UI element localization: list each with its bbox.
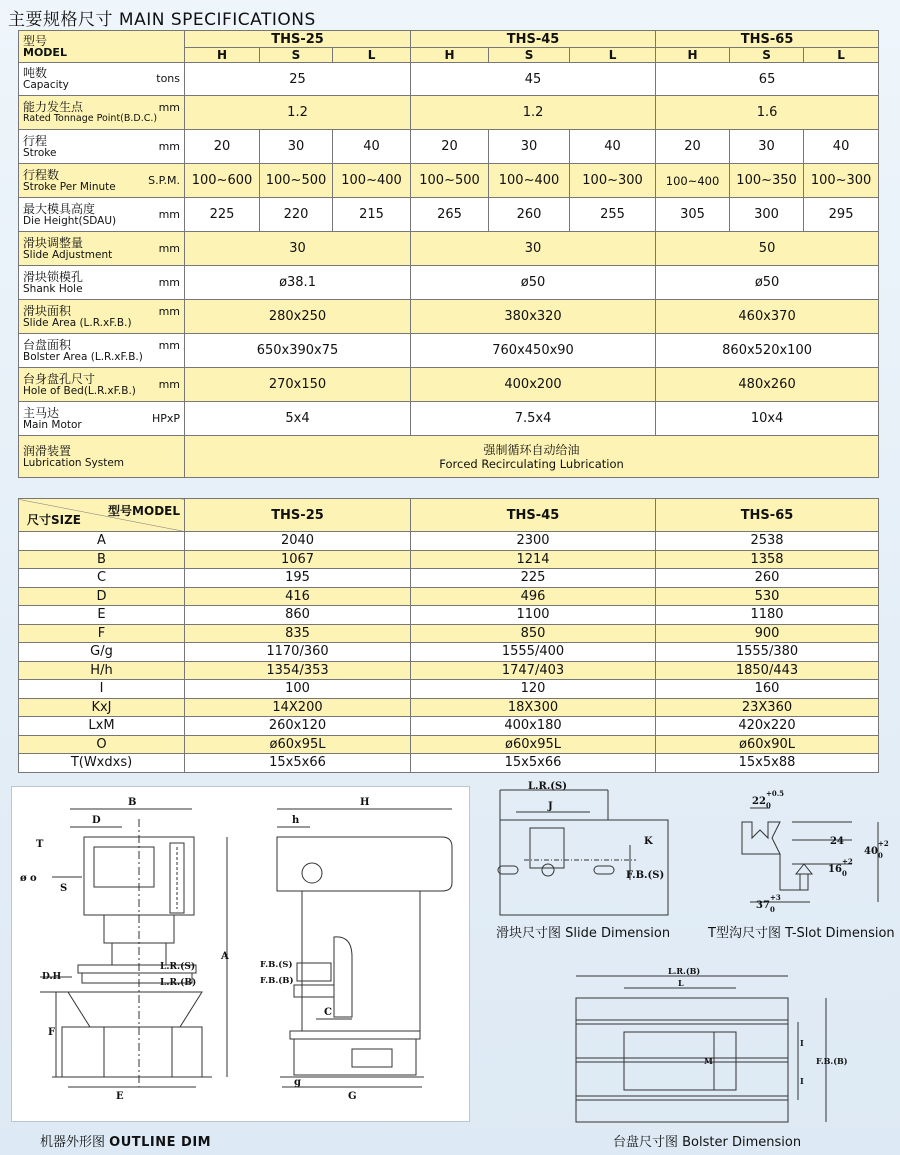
tslot-label: +2	[842, 857, 853, 866]
tslot-label: 16	[828, 864, 842, 875]
dims-value-cell: 1214	[411, 550, 656, 569]
model-header-row	[19, 31, 879, 48]
value-cell: 1.2	[185, 96, 411, 130]
unit: S.P.M.	[148, 173, 180, 187]
value-cell: 20	[656, 130, 730, 164]
dims-row	[19, 569, 879, 588]
dims-row	[19, 532, 879, 551]
unit: mm	[158, 101, 180, 114]
dims-value-cell: 15x5x66	[185, 754, 411, 773]
value-cell: 220	[260, 198, 333, 232]
model-label-cn: 型号	[23, 33, 48, 48]
dim-label: A	[221, 951, 229, 962]
spec-row-capacity	[19, 63, 879, 96]
unit: mm	[158, 377, 180, 391]
dims-value-cell: 860	[185, 606, 411, 625]
spec-row-rated-tonnage-point	[19, 96, 879, 130]
sub-header: S	[489, 48, 570, 63]
slide-label: F.B.(S)	[626, 870, 665, 881]
unit: mm	[158, 139, 180, 153]
label-cn: 最大模具高度	[23, 201, 96, 216]
bolster-dimension-drawing	[570, 962, 860, 1132]
bolster-label: L	[678, 978, 684, 988]
value-cell: 20	[185, 130, 260, 164]
slide-dimension-drawing	[490, 780, 680, 920]
sub-header: H	[185, 48, 260, 63]
value-cell: 100~300	[570, 164, 656, 198]
value-cell: 100~500	[411, 164, 489, 198]
unit: mm	[158, 275, 180, 289]
header-model: 型号MODEL	[108, 504, 180, 518]
sub-header: L	[804, 48, 879, 63]
unit: mm	[158, 241, 180, 255]
tslot-label: 0	[770, 905, 775, 914]
dims-row-label: KxJ	[19, 698, 185, 717]
dim-label: g	[294, 1077, 301, 1088]
label-en: Slide Adjustment	[23, 248, 113, 261]
spec-row-bolster-area	[19, 334, 879, 368]
value-cell: 215	[333, 198, 411, 232]
dims-value-cell: 1850/443	[656, 661, 879, 680]
model-label-en: MODEL	[23, 45, 67, 59]
value-cell: 460x370	[656, 300, 879, 334]
bolster-label: I	[800, 1076, 804, 1086]
outline-drawing	[12, 787, 469, 1121]
label-en: Stroke Per Minute	[23, 180, 116, 193]
value-cell: 30	[260, 130, 333, 164]
label-en: Main Motor	[23, 418, 82, 431]
unit: mm	[158, 207, 180, 221]
dims-row	[19, 698, 879, 717]
dims-value-cell: 195	[185, 569, 411, 588]
row-label	[19, 96, 185, 130]
label-cn: 能力发生点	[23, 99, 84, 114]
dim-label: E	[116, 1091, 124, 1102]
value-cell: 100~350	[730, 164, 804, 198]
spec-row-hole-of-bed	[19, 368, 879, 402]
row-label	[19, 130, 185, 164]
label-cn: 滑块调整量	[23, 235, 84, 250]
value-cell: 265	[411, 198, 489, 232]
tslot-label: 0	[842, 869, 847, 878]
value-cell: 5x4	[185, 402, 411, 436]
lubrication-value-cn: 强制循环自动给油	[483, 442, 580, 457]
dims-row-label: A	[19, 532, 185, 551]
dims-row	[19, 624, 879, 643]
value-cell: 25	[185, 63, 411, 96]
value-cell: 860x520x100	[656, 334, 879, 368]
model-ths65: THS-65	[656, 31, 879, 48]
row-label	[19, 368, 185, 402]
value-cell: 30	[185, 232, 411, 266]
spec-row-stroke-per-minute	[19, 164, 879, 198]
dim-label: S	[60, 883, 68, 894]
dims-value-cell: 2538	[656, 532, 879, 551]
label-cn: 吨数	[23, 66, 48, 80]
dims-row	[19, 717, 879, 736]
sub-header: S	[260, 48, 333, 63]
value-cell: 295	[804, 198, 879, 232]
row-label	[19, 334, 185, 368]
dims-row	[19, 680, 879, 699]
dims-corner-header	[19, 499, 185, 532]
dims-value-cell: ø60x90L	[656, 735, 879, 754]
value-cell: 40	[570, 130, 656, 164]
tslot-label: 24	[830, 836, 844, 847]
label-cn: 台盘面积	[23, 337, 72, 352]
spec-row-lubrication	[19, 436, 879, 478]
value-cell: 305	[656, 198, 730, 232]
dims-value-cell: 160	[656, 680, 879, 699]
dims-body	[19, 532, 879, 773]
dims-row	[19, 735, 879, 754]
value-cell: 100~600	[185, 164, 260, 198]
dims-value-cell: 416	[185, 587, 411, 606]
dims-value-cell: ø60x95L	[411, 735, 656, 754]
label-cn: 行程数	[23, 167, 60, 182]
label-cn: 滑块锁模孔	[23, 269, 84, 284]
label-en: Hole of Bed(L.R.xF.B.)	[23, 384, 136, 397]
bolster-label: I	[800, 1038, 804, 1048]
dims-row-label: O	[19, 735, 185, 754]
page-title: 主要规格尺寸 MAIN SPECIFICATIONS	[8, 10, 316, 30]
dim-label: L.R.(S)	[160, 962, 196, 972]
dim-label: C	[324, 1007, 332, 1018]
value-cell: 100~400	[656, 164, 730, 198]
spec-row-shank-hole	[19, 266, 879, 300]
slide-label: L.R.(S)	[528, 781, 567, 792]
model-ths45: THS-45	[411, 31, 656, 48]
label-en: Stroke	[23, 146, 57, 159]
dims-value-cell: 120	[411, 680, 656, 699]
value-cell: 300	[730, 198, 804, 232]
dim-label: H	[360, 797, 370, 808]
value-cell: 650x390x75	[185, 334, 411, 368]
dims-value-cell: 400x180	[411, 717, 656, 736]
dims-value-cell: 1067	[185, 550, 411, 569]
dims-row-label: LxM	[19, 717, 185, 736]
tslot-label: 0	[878, 851, 883, 860]
value-cell: 255	[570, 198, 656, 232]
dims-value-cell: 1100	[411, 606, 656, 625]
sub-header: H	[411, 48, 489, 63]
label-en: Die Height(SDAU)	[23, 214, 117, 227]
value-cell: 100~400	[489, 164, 570, 198]
value-cell: 20	[411, 130, 489, 164]
bolster-label: F.B.(B)	[816, 1056, 848, 1066]
slide-caption: 滑块尺寸图 Slide Dimension	[496, 926, 671, 941]
dim-label: h	[292, 815, 300, 826]
row-label	[19, 63, 185, 96]
dims-value-cell: 1170/360	[185, 643, 411, 662]
outline-caption	[40, 1131, 211, 1150]
dims-model-ths25: THS-25	[185, 499, 411, 532]
dims-value-cell: 530	[656, 587, 879, 606]
value-cell: 1.2	[411, 96, 656, 130]
value-cell: 40	[804, 130, 879, 164]
spec-row-stroke	[19, 130, 879, 164]
spec-row-main-motor	[19, 402, 879, 436]
outline-caption-en: OUTLINE DIM	[109, 1135, 212, 1150]
dims-value-cell: 900	[656, 624, 879, 643]
dims-value-cell: 1354/353	[185, 661, 411, 680]
dims-value-cell: 225	[411, 569, 656, 588]
front-view	[40, 809, 227, 1087]
model-ths25: THS-25	[185, 31, 411, 48]
dims-value-cell: 1747/403	[411, 661, 656, 680]
dims-value-cell: 835	[185, 624, 411, 643]
label-en: Lubrication System	[23, 456, 125, 469]
row-label	[19, 266, 185, 300]
dims-row-label: B	[19, 550, 185, 569]
dims-row	[19, 661, 879, 680]
dim-label: F.B.(S)	[260, 960, 293, 970]
dims-value-cell: 260x120	[185, 717, 411, 736]
side-view-labels	[260, 797, 369, 1102]
specifications-table	[18, 30, 879, 478]
value-cell: 45	[411, 63, 656, 96]
dims-value-cell: 260	[656, 569, 879, 588]
dims-value-cell: 850	[411, 624, 656, 643]
value-cell: 1.6	[656, 96, 879, 130]
unit: mm	[158, 339, 180, 352]
slide-label: J	[548, 801, 553, 812]
dims-row-label: H/h	[19, 661, 185, 680]
dims-value-cell: 496	[411, 587, 656, 606]
value-cell: 280x250	[185, 300, 411, 334]
value-cell: 10x4	[656, 402, 879, 436]
dims-row-label: F	[19, 624, 185, 643]
sub-header: L	[333, 48, 411, 63]
dims-value-cell: 18X300	[411, 698, 656, 717]
value-cell: 40	[333, 130, 411, 164]
value-cell: 225	[185, 198, 260, 232]
label-cn: 滑块面积	[23, 303, 72, 318]
dims-value-cell: 1555/380	[656, 643, 879, 662]
label-cn: 主马达	[23, 405, 60, 420]
label-en: Rated Tonnage Point(B.D.C.)	[23, 112, 158, 124]
row-label	[19, 402, 185, 436]
dim-label: L.R.(B)	[160, 978, 197, 988]
value-cell: 30	[730, 130, 804, 164]
dims-value-cell: ø60x95L	[185, 735, 411, 754]
dims-value-cell: 15x5x88	[656, 754, 879, 773]
dims-value-cell: 2040	[185, 532, 411, 551]
unit: mm	[158, 305, 180, 318]
tslot-label: 40	[864, 846, 878, 857]
value-cell: 480x260	[656, 368, 879, 402]
tslot-caption: T型沟尺寸图 T-Slot Dimension	[708, 926, 895, 941]
value-cell: 30	[489, 130, 570, 164]
value-cell: 400x200	[411, 368, 656, 402]
dim-label: F.B.(B)	[260, 976, 294, 986]
front-view-labels	[20, 797, 229, 1102]
bolster-label: L.R.(B)	[668, 966, 701, 976]
dims-model-ths65: THS-65	[656, 499, 879, 532]
dims-model-ths45: THS-45	[411, 499, 656, 532]
value-cell: 65	[656, 63, 879, 96]
sub-header: H	[656, 48, 730, 63]
row-label	[19, 232, 185, 266]
dim-label: ø	[20, 873, 27, 884]
dimensions-table	[18, 498, 879, 773]
dims-row	[19, 606, 879, 625]
dim-label: B	[128, 797, 137, 808]
row-label	[19, 436, 185, 478]
tslot-label: 0	[766, 801, 771, 810]
dims-row-label: T(Wxdxs)	[19, 754, 185, 773]
dim-label: F	[48, 1027, 56, 1038]
dim-label: G	[348, 1091, 357, 1102]
value-cell: 760x450x90	[411, 334, 656, 368]
sub-header: L	[570, 48, 656, 63]
header-size: 尺寸SIZE	[27, 513, 82, 527]
lubrication-value-cell	[185, 436, 879, 478]
dims-row-label: I	[19, 680, 185, 699]
label-en: Capacity	[23, 79, 69, 91]
value-cell: ø50	[656, 266, 879, 300]
unit: HPxP	[151, 411, 180, 425]
label-en: Bolster Area (L.R.xF.B.)	[23, 350, 143, 363]
dims-value-cell: 100	[185, 680, 411, 699]
tslot-label: +2	[878, 839, 889, 848]
value-cell: ø50	[411, 266, 656, 300]
value-cell: ø38.1	[185, 266, 411, 300]
tslot-label: 37	[756, 900, 770, 911]
label-cn: 台身盘孔尺寸	[23, 371, 96, 386]
label-cn: 行程	[23, 133, 48, 148]
label-en: Slide Area (L.R.xF.B.)	[23, 316, 132, 329]
value-cell: 100~300	[804, 164, 879, 198]
side-view	[277, 809, 452, 1087]
dims-row	[19, 754, 879, 773]
bolster-caption: 台盘尺寸图 Bolster Dimension	[613, 1135, 802, 1150]
dim-label: D	[92, 815, 101, 826]
row-label	[19, 198, 185, 232]
slide-label: K	[644, 836, 653, 847]
dims-row-label: D	[19, 587, 185, 606]
label-en: Shank Hole	[23, 282, 83, 295]
dims-row-label: E	[19, 606, 185, 625]
label-cn: 润滑装置	[23, 443, 72, 458]
dims-value-cell: 23X360	[656, 698, 879, 717]
value-cell: 100~500	[260, 164, 333, 198]
dims-header-row	[19, 499, 879, 532]
dims-row	[19, 550, 879, 569]
outline-drawing-panel	[11, 786, 470, 1122]
bolster-label: M	[704, 1056, 713, 1066]
spec-row-slide-adjustment	[19, 232, 879, 266]
dim-label: D.H	[42, 972, 62, 982]
dims-value-cell: 2300	[411, 532, 656, 551]
dims-row-label: G/g	[19, 643, 185, 662]
dims-value-cell: 1555/400	[411, 643, 656, 662]
dims-value-cell: 420x220	[656, 717, 879, 736]
dims-value-cell: 1358	[656, 550, 879, 569]
tslot-label: 22	[752, 796, 766, 807]
tslot-label: +3	[770, 893, 781, 902]
value-cell: 7.5x4	[411, 402, 656, 436]
row-label	[19, 164, 185, 198]
dims-row	[19, 643, 879, 662]
dim-label: T	[36, 839, 44, 850]
dims-value-cell: 1180	[656, 606, 879, 625]
row-label	[19, 300, 185, 334]
value-cell: 100~400	[333, 164, 411, 198]
sub-header: S	[730, 48, 804, 63]
tslot-dimension-drawing	[732, 782, 898, 922]
dims-value-cell: 14X200	[185, 698, 411, 717]
dims-value-cell: 15x5x66	[411, 754, 656, 773]
value-cell: 30	[411, 232, 656, 266]
value-cell: 270x150	[185, 368, 411, 402]
dims-row-label: C	[19, 569, 185, 588]
spec-row-die-height	[19, 198, 879, 232]
lubrication-value-en: Forced Recirculating Lubrication	[439, 456, 624, 471]
tslot-label: +0.5	[766, 789, 785, 798]
value-cell: 380x320	[411, 300, 656, 334]
unit: tons	[156, 72, 180, 85]
value-cell: 50	[656, 232, 879, 266]
dims-row	[19, 587, 879, 606]
value-cell: 260	[489, 198, 570, 232]
dim-label: o	[30, 873, 37, 884]
outline-caption-cn: 机器外形图	[40, 1135, 106, 1150]
model-header-cell	[19, 31, 185, 63]
spec-row-slide-area	[19, 300, 879, 334]
